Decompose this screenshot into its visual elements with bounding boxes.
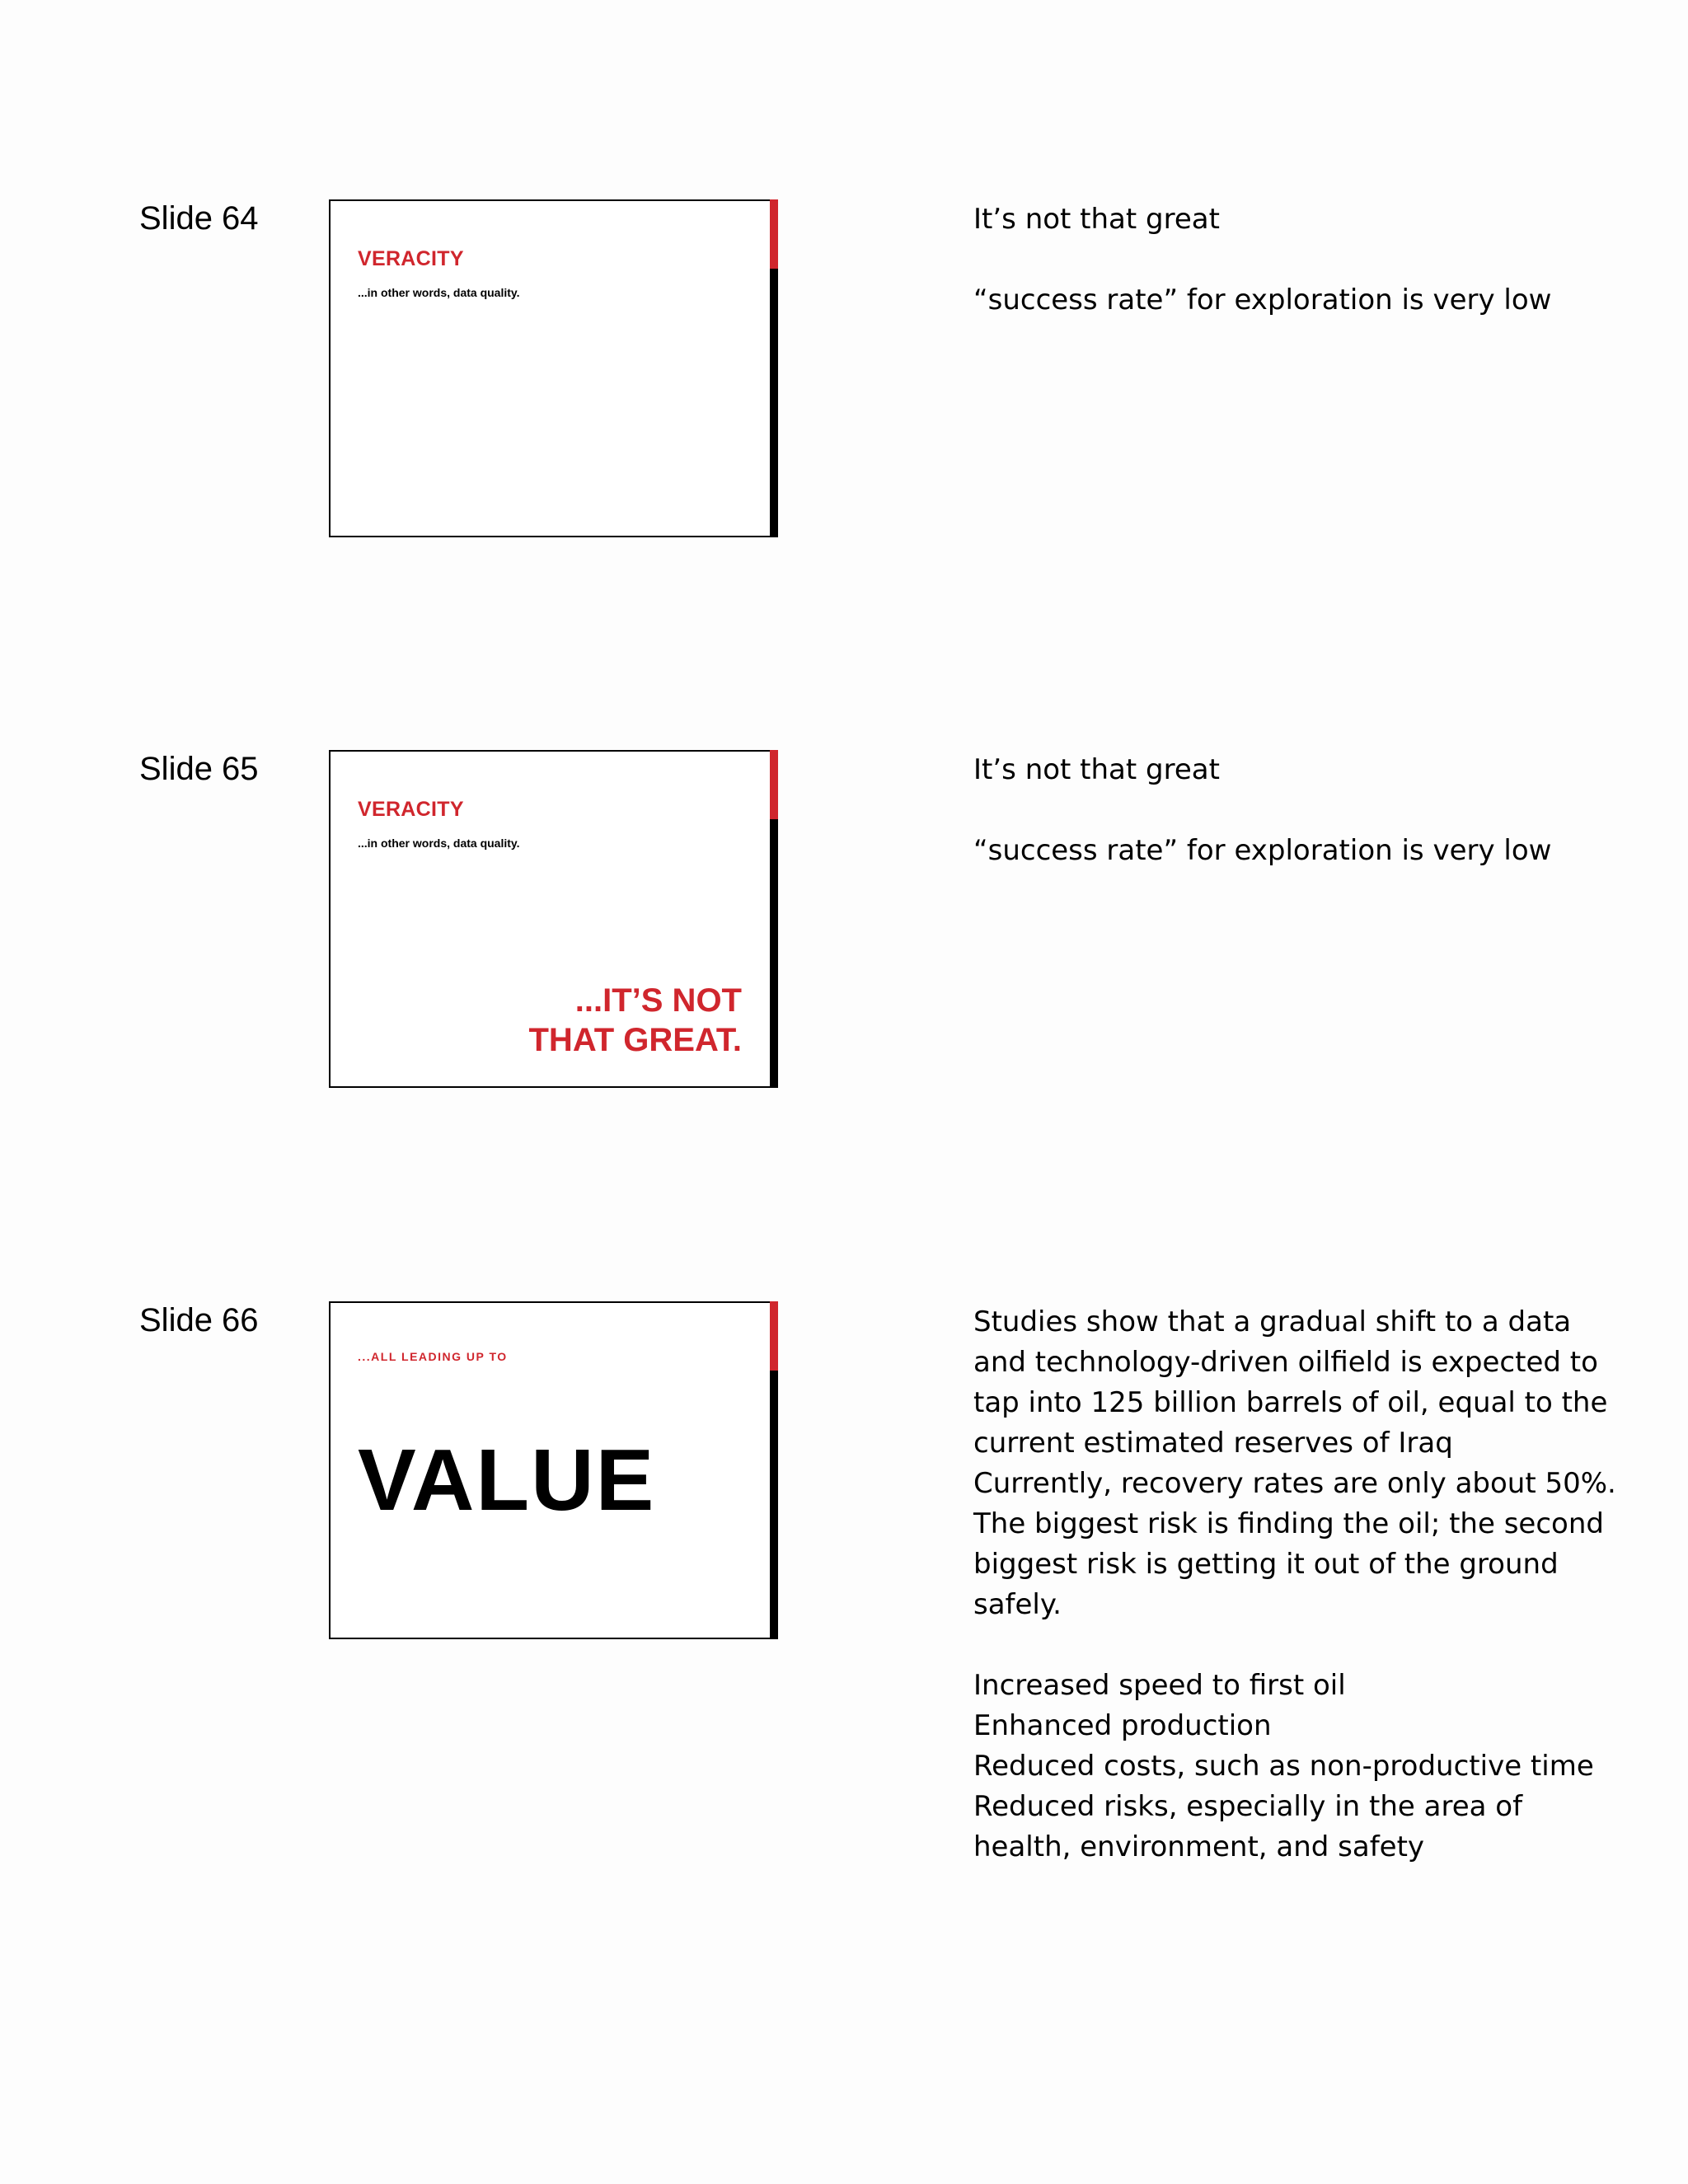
accent-bar [770,199,778,269]
slide-thumbnail[interactable] [329,750,778,1088]
notes-line: Increased speed to first oil [973,1669,1346,1702]
accent-bar [770,1301,778,1371]
speaker-notes [973,1302,1616,1868]
slide-thumbnail[interactable] [329,199,778,537]
notes-line: Reduced risks, especially in the area of health, environment, and safety [973,1790,1523,1863]
thumbnail-subtitle: ...in other words, data quality. [358,837,520,850]
speaker-notes [973,199,1616,321]
slide-label: Slide 66 [139,1302,259,1338]
notes-line: Studies show that a gradual shift to a data and technology-driven oilfield is expected to tap into 125 billion barrels of oil, equal to the current estimated reserves of Iraq [973,1305,1608,1460]
thumbnail-title: VERACITY [358,247,464,270]
thumbnail-subtitle: ...in other words, data quality. [358,286,520,299]
notes-line: Reduced costs, such as non-productive time [973,1750,1594,1783]
notes-line: “success rate” for exploration is very low [973,834,1552,867]
slide-thumbnail[interactable] [329,1301,778,1639]
thumbnail-callout: ...IT’S NOT THAT GREAT. [528,982,742,1058]
notes-line: It’s not that great [973,753,1220,786]
notes-line: Enhanced production [973,1709,1272,1742]
thumbnail-kicker: ...ALL LEADING UP TO [358,1350,508,1363]
edge-bar [770,269,778,537]
speaker-notes [973,750,1616,871]
thumbnail-headline: VALUE [358,1432,656,1529]
thumbnail-title: VERACITY [358,798,464,821]
slide-label: Slide 64 [139,200,259,237]
accent-bar [770,750,778,819]
edge-bar [770,819,778,1088]
notes-line: It’s not that great [973,203,1220,236]
edge-bar [770,1371,778,1639]
notes-line: “success rate” for exploration is very low [973,284,1552,316]
slide-label: Slide 65 [139,751,259,787]
notes-line: Currently, recovery rates are only about 50%. The biggest risk is finding the oil; the second biggest risk is getting it out of the ground safely. [973,1467,1616,1621]
